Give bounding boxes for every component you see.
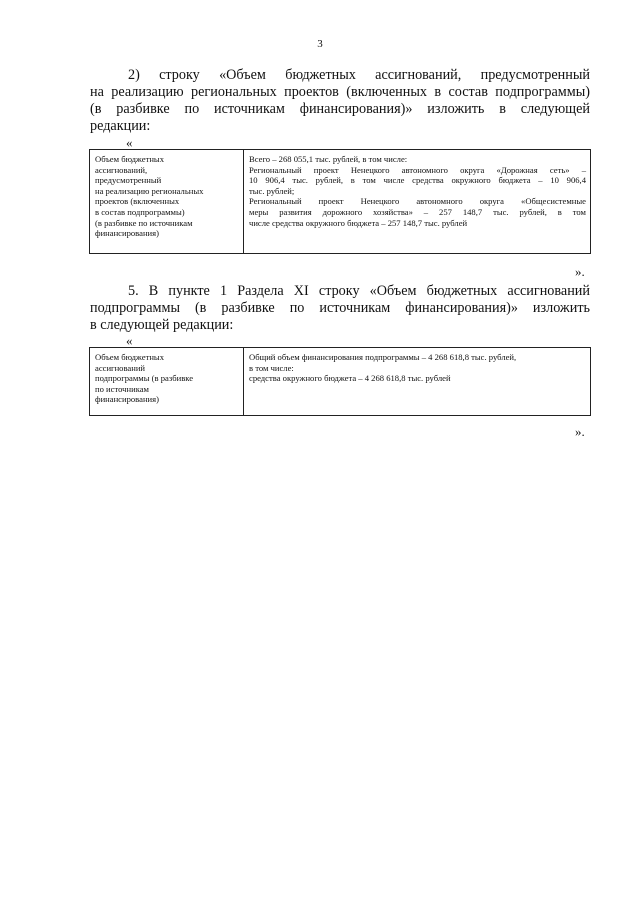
table1-right-line: Всего – 268 055,1 тыс. рублей, в том числе: bbox=[249, 154, 408, 164]
table1-left-line: на реализацию региональных bbox=[95, 185, 204, 196]
table1-right-cell bbox=[244, 150, 591, 254]
table2-right-line: Общий объем финансирования подпрограммы – 4 268 618,8 тыс. рублей, bbox=[249, 352, 517, 362]
table1-left-cell bbox=[90, 150, 244, 254]
table2-left-line: подпрограммы (в разбивке bbox=[95, 373, 194, 384]
table2-left-cell bbox=[90, 348, 244, 416]
table1-left-line: ассигнований, bbox=[95, 164, 148, 175]
item5-line: подпрограммы (в разбивке по источникам финансирования)» изложить bbox=[90, 300, 590, 316]
table2-left-line: ассигнований bbox=[95, 362, 146, 373]
item5-line: 5. В пункте 1 Раздела XI строку «Объем бюджетных ассигнований bbox=[128, 283, 590, 299]
table1-left-line: финансирования) bbox=[95, 228, 159, 239]
close-quote-1: ». bbox=[575, 264, 585, 279]
open-quote-1: « bbox=[126, 135, 133, 150]
item2-line: (в разбивке по источникам финансирования)» изложить в следующей bbox=[90, 101, 590, 117]
page-number: 3 bbox=[317, 38, 323, 50]
item2-paragraph bbox=[90, 67, 590, 135]
table2-right-line: в том числе: bbox=[249, 362, 294, 373]
table2-right-cell bbox=[244, 348, 591, 416]
item2-line: на реализацию региональных проектов (включенных в состав подпрограммы) bbox=[90, 84, 590, 100]
table2-left-line: финансирования) bbox=[95, 394, 159, 405]
table2 bbox=[89, 347, 591, 416]
table1 bbox=[89, 149, 591, 254]
item5-paragraph bbox=[90, 283, 590, 334]
table2-left-line: Объем бюджетных bbox=[95, 352, 165, 362]
item2-line: редакции: bbox=[90, 118, 151, 134]
table1-left-line: (в разбивке по источникам bbox=[95, 217, 193, 228]
table1-left-line: Объем бюджетных bbox=[95, 154, 165, 164]
open-quote-2: « bbox=[126, 333, 133, 348]
table1-right-line: меры развития дорожного хозяйства» – 257 148,7 тыс. рублей, в том bbox=[249, 206, 586, 217]
table1-left-line: проектов (включенных bbox=[95, 196, 180, 207]
close-quote-2: ». bbox=[575, 424, 585, 439]
table1-right-line: 10 906,4 тыс. рублей, в том числе средства окружного бюджета – 10 906,4 bbox=[249, 175, 586, 186]
table1-left-line: предусмотренный bbox=[95, 175, 162, 186]
table-row bbox=[90, 348, 591, 416]
table1-right-line: Региональный проект Ненецкого автономного округа «Дорожная сеть» – bbox=[249, 164, 586, 175]
table1-left-line: в состав подпрограммы) bbox=[95, 206, 185, 217]
table1-right-line: тыс. рублей; bbox=[249, 185, 295, 196]
table1-right-line: числе средства окружного бюджета – 257 148,7 тыс. рублей bbox=[249, 217, 468, 228]
table-row bbox=[90, 150, 591, 254]
table1-right-line: Региональный проект Ненецкого автономного округа «Общесистемные bbox=[249, 196, 586, 207]
item5-line: в следующей редакции: bbox=[90, 317, 234, 333]
table2-right-line: средства окружного бюджета – 4 268 618,8 тыс. рублей bbox=[249, 373, 451, 384]
item2-line: 2) строку «Объем бюджетных ассигнований, предусмотренный bbox=[128, 67, 590, 83]
table2-left-line: по источникам bbox=[95, 383, 149, 394]
